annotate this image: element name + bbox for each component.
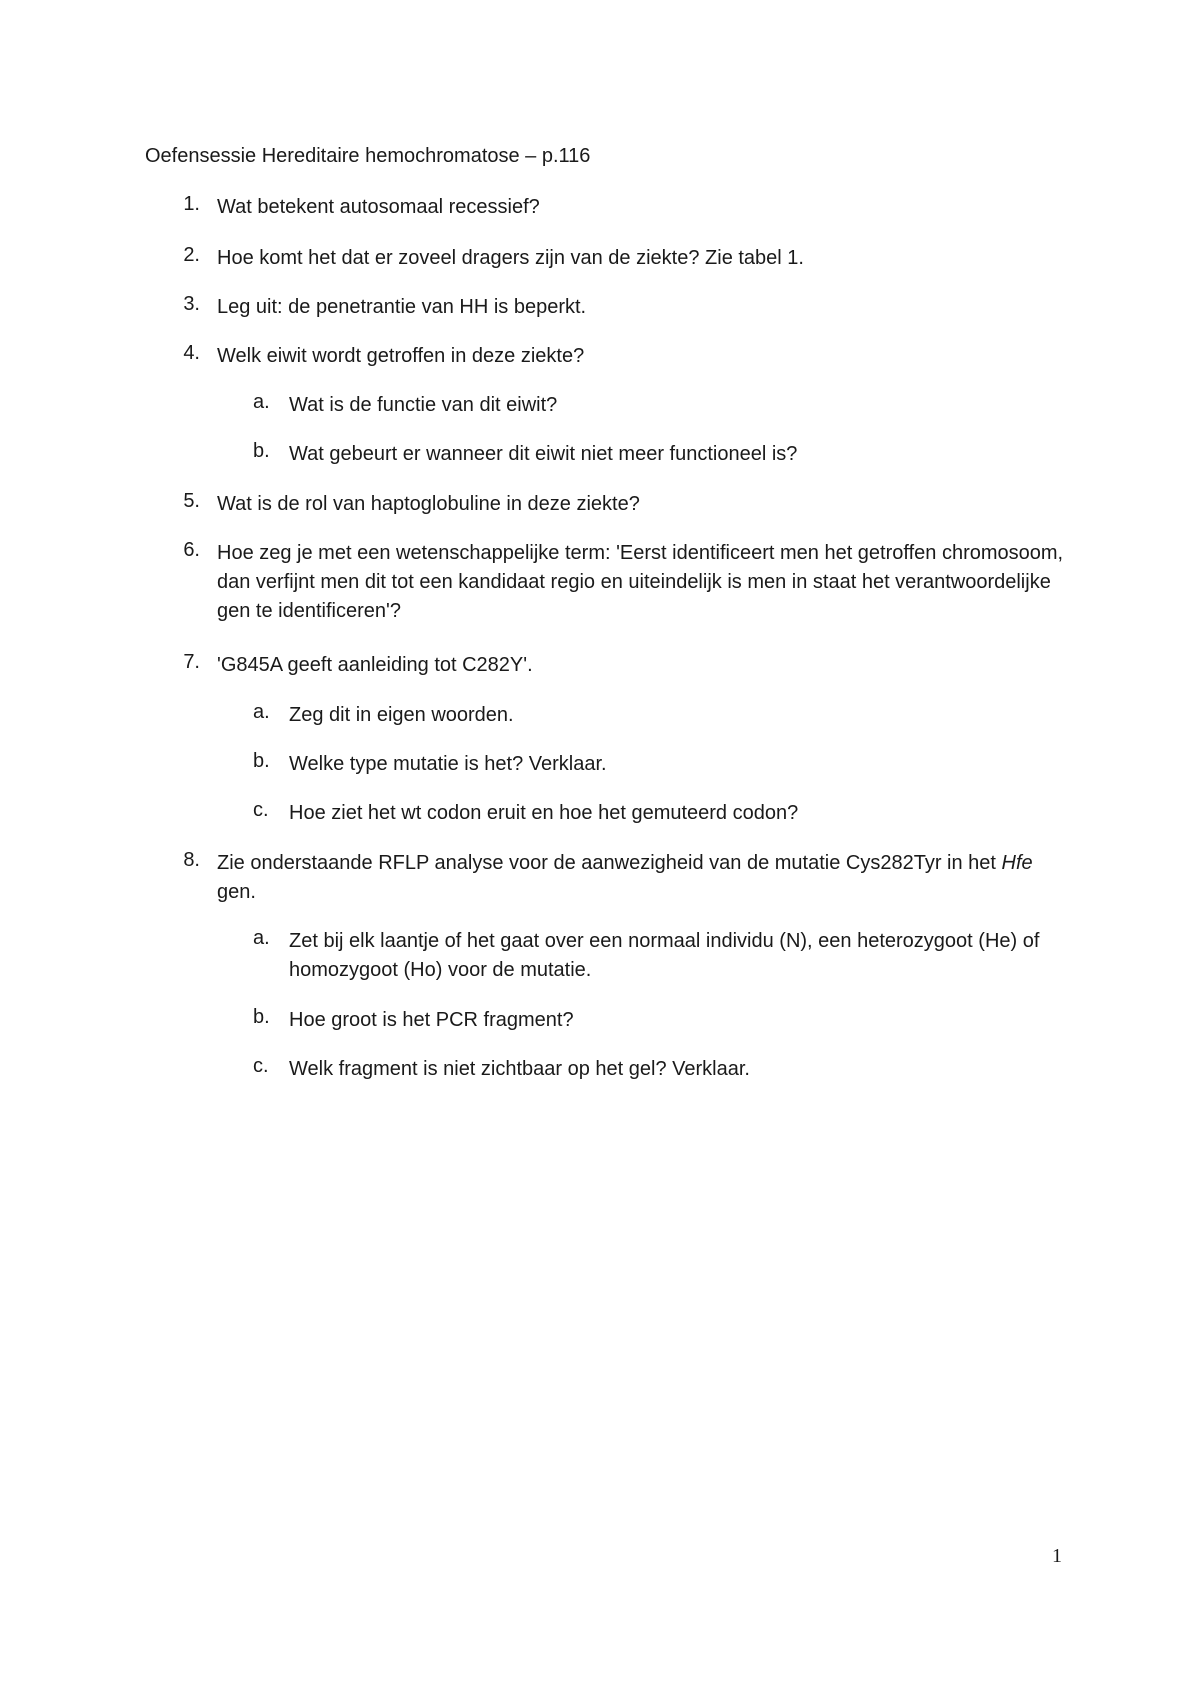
- document-title: Oefensessie Hereditaire hemochromatose – p.116: [145, 145, 591, 167]
- question-number: 8.: [183, 849, 200, 871]
- question-number: 6.: [183, 539, 200, 561]
- question-text: Wat betekent autosomaal recessief?: [217, 196, 540, 218]
- subquestion-text: Wat gebeurt er wanneer dit eiwit niet meer functioneel is?: [289, 443, 798, 465]
- subquestion-text: Welke type mutatie is het? Verklaar.: [289, 753, 607, 775]
- subquestion-text: Zeg dit in eigen woorden.: [289, 704, 514, 726]
- question-text: Hoe zeg je met een wetenschappelijke term: 'Eerst identificeert men het getroffen chromosoom, dan verfijnt men dit tot een kandidaat regio en uiteindelijk is men in staat het verantwoordelijke gen te identificeren'?: [217, 542, 1064, 622]
- question-text: Wat is de rol van haptoglobuline in deze ziekte?: [217, 493, 640, 515]
- subquestion-letter: a.: [253, 701, 270, 723]
- question-number: 4.: [183, 342, 200, 364]
- subquestion-text: Wat is de functie van dit eiwit?: [289, 394, 558, 416]
- subquestion-letter: b.: [253, 1006, 270, 1028]
- question-text: Hoe komt het dat er zoveel dragers zijn van de ziekte? Zie tabel 1.: [217, 247, 804, 269]
- question-text: Leg uit: de penetrantie van HH is beperkt.: [217, 296, 587, 318]
- subquestion-letter: c.: [253, 1055, 269, 1077]
- question-number: 3.: [183, 293, 200, 315]
- question-text: Welk eiwit wordt getroffen in deze ziekte?: [217, 345, 585, 367]
- subquestion-letter: b.: [253, 750, 270, 772]
- subquestion-text: Hoe groot is het PCR fragment?: [289, 1009, 574, 1031]
- subquestion-letter: a.: [253, 927, 270, 949]
- page-number: 1: [1052, 1545, 1062, 1567]
- question-text-part: gen.: [217, 881, 256, 903]
- question-text: [217, 849, 1077, 907]
- gene-name-italic: Hfe: [1001, 852, 1033, 874]
- subquestion-text: Zet bij elk laantje of het gaat over een normaal individu (N), een heterozygoot (He) of homozygoot (Ho) voor de mutatie.: [289, 930, 1040, 981]
- question-number: 7.: [183, 651, 200, 673]
- subquestion-text: Hoe ziet het wt codon eruit en hoe het gemuteerd codon?: [289, 802, 799, 824]
- subquestion-letter: b.: [253, 440, 270, 462]
- question-number: 1.: [183, 193, 200, 215]
- subquestion-letter: c.: [253, 799, 269, 821]
- subquestion-letter: a.: [253, 391, 270, 413]
- question-number: 2.: [183, 244, 200, 266]
- question-text: 'G845A geeft aanleiding tot C282Y'.: [217, 654, 533, 676]
- subquestion-text: Welk fragment is niet zichtbaar op het gel? Verklaar.: [289, 1058, 750, 1080]
- question-number: 5.: [183, 490, 200, 512]
- question-text-part: Zie onderstaande RFLP analyse voor de aanwezigheid van de mutatie Cys282Tyr in het: [217, 852, 1002, 874]
